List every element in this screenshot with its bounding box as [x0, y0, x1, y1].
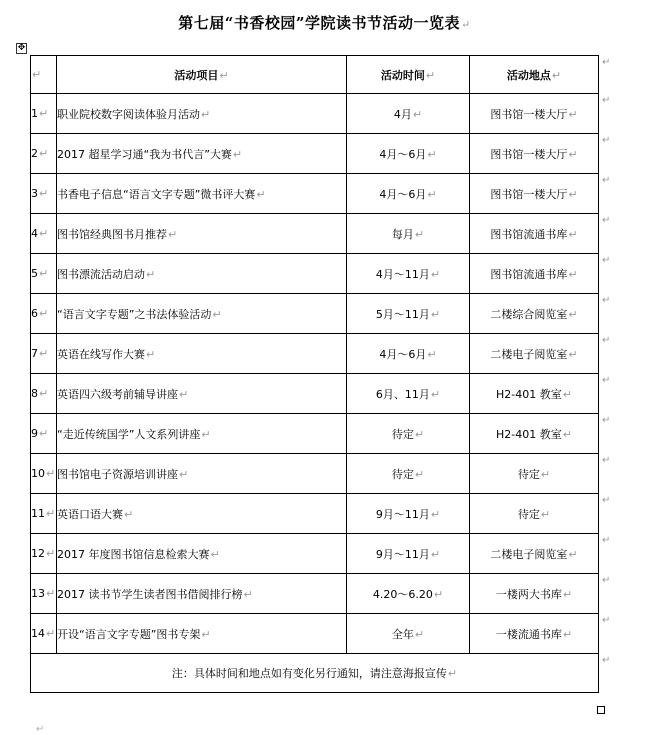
table-row: [31, 534, 599, 574]
row-num-text: 3: [31, 187, 38, 200]
row-activity-text: 2017 年度图书馆信息检索大赛: [57, 547, 210, 561]
header-time-label: 活动时间: [380, 68, 425, 82]
cell-mark-icon: ↵: [201, 627, 211, 641]
row-location-text: 图书馆一楼大厅: [490, 107, 568, 121]
row-end-mark-icon: ↵: [602, 495, 611, 506]
row-time-cell: [347, 454, 470, 494]
row-activity-cell: [57, 454, 347, 494]
cell-mark-icon: ↵: [562, 587, 573, 601]
row-activity-cell: [57, 614, 347, 654]
cell-mark-icon: ↵: [179, 387, 189, 401]
cell-mark-icon: ↵: [39, 427, 49, 440]
row-num-cell: [31, 614, 57, 654]
row-num-cell: [31, 174, 57, 214]
row-activity-text: 图书漂流活动启动: [57, 267, 145, 281]
row-activity-cell: [57, 94, 347, 134]
row-num-cell: [31, 334, 57, 374]
cell-mark-icon: ↵: [219, 68, 229, 82]
row-time-text: 4月～11月: [375, 267, 430, 281]
cell-mark-icon: ↵: [39, 107, 49, 120]
row-end-mark-icon: ↵: [602, 95, 611, 106]
header-activity-label: 活动项目: [174, 68, 219, 82]
row-num-text: 14: [31, 627, 45, 640]
table-move-handle-icon[interactable]: ✥: [17, 43, 26, 53]
row-end-mark-icon: ↵: [602, 215, 611, 226]
row-location-text: 图书馆一楼大厅: [490, 187, 568, 201]
row-time-cell: [347, 254, 470, 294]
row-end-mark-icon: ↵: [602, 455, 611, 466]
cell-mark-icon: ↵: [430, 507, 441, 521]
header-time-cell: [347, 56, 470, 94]
cell-mark-icon: ↵: [562, 387, 572, 401]
row-num-text: 11: [31, 507, 45, 520]
row-location-text: 图书馆流通书库: [490, 227, 568, 241]
cell-mark-icon: ↵: [568, 227, 578, 241]
cell-mark-icon: ↵: [414, 627, 425, 641]
row-location-text: 图书馆流通书库: [490, 267, 568, 281]
row-time-cell: [347, 374, 470, 414]
cell-mark-icon: ↵: [39, 227, 49, 240]
row-activity-cell: [57, 574, 347, 614]
row-activity-cell: [57, 534, 347, 574]
row-activity-text: “语言文字专题”之书法体验活动: [57, 307, 212, 321]
row-time-text: 每月: [391, 227, 414, 241]
row-num-text: 12: [31, 547, 45, 560]
table-row: [31, 294, 599, 334]
row-end-mark-icon: ↵: [602, 415, 611, 426]
row-num-cell: [31, 374, 57, 414]
cell-mark-icon: ↵: [425, 68, 436, 82]
row-location-cell: [470, 454, 599, 494]
cell-mark-icon: ↵: [430, 307, 441, 321]
row-end-mark-icon: ↵: [602, 135, 611, 146]
row-time-cell: [347, 214, 470, 254]
row-location-cell: [470, 414, 599, 454]
row-location-cell: [470, 534, 599, 574]
cell-mark-icon: ↵: [568, 307, 578, 321]
cell-mark-icon: ↵: [212, 307, 222, 321]
row-time-cell: [347, 414, 470, 454]
row-location-cell: [470, 134, 599, 174]
cell-mark-icon: ↵: [46, 627, 56, 640]
cell-mark-icon: ↵: [146, 347, 156, 361]
row-time-cell: [347, 574, 470, 614]
row-activity-text: “走近传统国学”人文系列讲座: [57, 427, 201, 441]
table-note-row: [31, 654, 599, 693]
cell-mark-icon: ↵: [46, 547, 56, 560]
row-num-text: 4: [31, 227, 38, 240]
row-end-mark-icon: ↵: [602, 295, 611, 306]
cell-mark-icon: ↵: [210, 547, 220, 561]
cell-mark-icon: ↵: [427, 187, 437, 201]
note-cell: [31, 654, 599, 693]
table-row: [31, 414, 599, 454]
row-activity-cell: [57, 334, 347, 374]
row-activity-text: 职业院校数字阅读体验月活动: [57, 107, 200, 121]
cell-mark-icon: ↵: [46, 587, 56, 600]
row-activity-cell: [57, 214, 347, 254]
cell-mark-icon: ↵: [562, 627, 573, 641]
row-num-cell: [31, 294, 57, 334]
cell-mark-icon: ↵: [568, 107, 578, 121]
cell-mark-icon: ↵: [568, 187, 578, 201]
row-activity-cell: [57, 294, 347, 334]
row-activity-cell: [57, 414, 347, 454]
cell-mark-icon: ↵: [412, 107, 423, 121]
cell-mark-icon: ↵: [201, 427, 211, 441]
row-location-cell: [470, 334, 599, 374]
row-time-text: 6月、11月: [375, 387, 430, 401]
row-activity-text: 英语四六级考前辅导讲座: [57, 387, 178, 401]
row-time-text: 5月～11月: [375, 307, 430, 321]
cell-mark-icon: ↵: [39, 147, 49, 160]
row-location-text: 待定: [517, 467, 540, 481]
title-text: 第七届“书香校园”学院读书节活动一览表: [178, 14, 461, 32]
row-num-text: 6: [31, 307, 38, 320]
row-num-cell: [31, 134, 57, 174]
cell-mark-icon: ↵: [39, 307, 49, 320]
table-row: [31, 214, 599, 254]
row-activity-text: 英语在线写作大赛: [57, 347, 145, 361]
table-row: [31, 614, 599, 654]
cell-mark-icon: ↵: [146, 267, 156, 281]
cell-mark-icon: ↵: [232, 147, 243, 161]
cell-mark-icon: ↵: [562, 427, 572, 441]
table-row: [31, 454, 599, 494]
cell-mark-icon: ↵: [433, 587, 444, 601]
row-activity-cell: [57, 494, 347, 534]
activity-table: [30, 55, 599, 693]
table-row: [31, 254, 599, 294]
row-num-text: 8: [31, 387, 38, 400]
row-num-text: 5: [31, 267, 38, 280]
row-num-cell: [31, 534, 57, 574]
cell-mark-icon: ↵: [427, 347, 437, 361]
row-num-text: 10: [31, 467, 45, 480]
cell-mark-icon: ↵: [540, 467, 551, 481]
row-time-text: 9月～11月: [375, 547, 430, 561]
cell-mark-icon: ↵: [427, 147, 437, 161]
row-time-text: 全年: [391, 627, 414, 641]
cell-mark-icon: ↵: [39, 347, 49, 360]
cell-mark-icon: ↵: [568, 347, 578, 361]
row-location-cell: [470, 94, 599, 134]
cell-mark-icon: ↵: [568, 267, 578, 281]
row-time-text: 4月～6月: [379, 147, 427, 161]
header-location-label: 活动地点: [506, 68, 551, 82]
cell-mark-icon: ↵: [201, 107, 211, 121]
row-activity-text: 书香电子信息“语言文字专题”微书评大赛: [57, 187, 256, 201]
row-time-text: 待定: [391, 427, 414, 441]
cell-mark-icon: ↵: [414, 427, 425, 441]
cell-mark-icon: ↵: [179, 467, 189, 481]
cell-mark-icon: ↵: [243, 587, 253, 601]
paragraph-mark-icon: ↵: [461, 18, 471, 31]
table-row: [31, 374, 599, 414]
cell-mark-icon: ↵: [414, 227, 425, 241]
row-num-cell: [31, 254, 57, 294]
row-location-text: 图书馆一楼大厅: [490, 147, 568, 161]
row-end-mark-icon: ↵: [602, 575, 611, 586]
cell-mark-icon: ↵: [568, 547, 578, 561]
row-num-text: 1: [31, 107, 38, 120]
table-row: [31, 94, 599, 134]
cell-mark-icon: ↵: [39, 267, 49, 280]
row-activity-cell: [57, 374, 347, 414]
row-time-cell: [347, 614, 470, 654]
document-title: [0, 12, 649, 33]
table-row: [31, 174, 599, 214]
row-end-mark-icon: ↵: [602, 255, 611, 266]
header-activity-cell: [57, 56, 347, 94]
row-time-text: 待定: [391, 467, 414, 481]
row-location-text: 二楼电子阅览室: [490, 347, 568, 361]
row-location-text: 一楼流通书库: [495, 627, 562, 641]
cell-mark-icon: ↵: [124, 507, 134, 521]
row-activity-text: 2017 读书节学生读者图书借阅排行榜: [57, 587, 243, 601]
cell-mark-icon: ↵: [32, 68, 42, 81]
row-num-cell: [31, 94, 57, 134]
row-time-cell: [347, 534, 470, 574]
row-activity-text: 开设“语言文字专题”图书专架: [57, 627, 201, 641]
table-row: [31, 494, 599, 534]
cell-mark-icon: ↵: [46, 467, 56, 480]
note-text: 注：具体时间和地点如有变化另行通知，请注意海报宣传: [171, 667, 447, 680]
cell-mark-icon: ↵: [39, 387, 49, 400]
header-num-cell: [31, 56, 57, 94]
row-time-text: 4月～6月: [379, 187, 427, 201]
row-num-cell: [31, 214, 57, 254]
row-location-text: 待定: [517, 507, 540, 521]
row-activity-cell: [57, 174, 347, 214]
row-time-cell: [347, 94, 470, 134]
row-end-mark-icon: ↵: [602, 335, 611, 346]
cell-mark-icon: ↵: [430, 387, 441, 401]
row-time-cell: [347, 334, 470, 374]
cell-mark-icon: ↵: [447, 667, 458, 680]
cell-mark-icon: ↵: [430, 267, 441, 281]
row-location-text: 二楼综合阅览室: [490, 307, 568, 321]
row-num-text: 13: [31, 587, 45, 600]
row-end-mark-icon: ↵: [602, 175, 611, 186]
table-row: [31, 334, 599, 374]
table-header-row: [31, 56, 599, 94]
cell-mark-icon: ↵: [256, 187, 266, 201]
row-location-cell: [470, 494, 599, 534]
row-time-text: 4月: [393, 107, 412, 121]
cell-mark-icon: ↵: [551, 68, 562, 82]
row-end-mark-icon: ↵: [602, 655, 611, 666]
row-location-text: H2-401 教室: [496, 427, 562, 441]
row-location-cell: [470, 174, 599, 214]
cell-mark-icon: ↵: [430, 547, 441, 561]
row-num-cell: [31, 574, 57, 614]
row-location-cell: [470, 294, 599, 334]
row-location-cell: [470, 214, 599, 254]
row-end-mark-icon: ↵: [602, 535, 611, 546]
row-activity-cell: [57, 254, 347, 294]
paragraph-mark-icon: ↵: [36, 724, 45, 735]
row-time-cell: [347, 294, 470, 334]
row-time-text: 4月～6月: [379, 347, 427, 361]
row-time-cell: [347, 494, 470, 534]
cell-mark-icon: ↵: [568, 147, 578, 161]
row-time-cell: [347, 174, 470, 214]
row-location-cell: [470, 574, 599, 614]
row-activity-text: 2017 超星学习通“我为书代言”大赛: [57, 147, 232, 161]
row-time-text: 9月～11月: [375, 507, 430, 521]
cell-mark-icon: ↵: [414, 467, 425, 481]
row-num-text: 2: [31, 147, 38, 160]
row-end-mark-icon: ↵: [602, 57, 611, 68]
row-activity-text: 英语口语大赛: [57, 507, 123, 521]
table-row: [31, 134, 599, 174]
row-time-text: 4.20～6.20: [372, 587, 433, 601]
row-num-cell: [31, 494, 57, 534]
row-location-cell: [470, 374, 599, 414]
cell-mark-icon: ↵: [540, 507, 551, 521]
row-num-cell: [31, 454, 57, 494]
row-activity-text: 图书馆经典图书月推荐: [57, 227, 167, 241]
cell-mark-icon: ↵: [46, 507, 56, 520]
row-activity-cell: [57, 134, 347, 174]
table-row: [31, 574, 599, 614]
row-location-text: 一楼两大书库: [495, 587, 562, 601]
row-num-text: 9: [31, 427, 38, 440]
row-location-cell: [470, 254, 599, 294]
row-activity-text: 图书馆电子资源培训讲座: [57, 467, 178, 481]
table-resize-handle-icon[interactable]: [597, 706, 605, 714]
cell-mark-icon: ↵: [168, 227, 178, 241]
row-num-cell: [31, 414, 57, 454]
row-num-text: 7: [31, 347, 38, 360]
row-location-text: 二楼电子阅览室: [490, 547, 568, 561]
row-end-mark-icon: ↵: [602, 615, 611, 626]
row-location-text: H2-401 教室: [496, 387, 562, 401]
row-time-cell: [347, 134, 470, 174]
header-location-cell: [470, 56, 599, 94]
row-end-mark-icon: ↵: [602, 375, 611, 386]
row-location-cell: [470, 614, 599, 654]
cell-mark-icon: ↵: [39, 187, 49, 200]
